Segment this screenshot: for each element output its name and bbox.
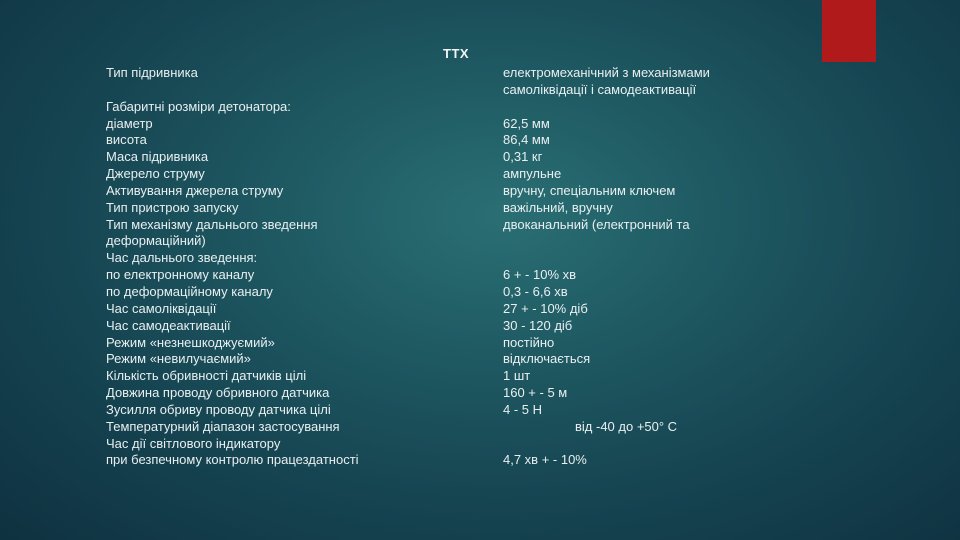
label-line: Довжина проводу обривного датчика	[106, 385, 330, 401]
value-line: від -40 до +50° С	[575, 418, 678, 434]
label-line: Тип підривника	[106, 65, 198, 80]
value-line: 62,5 мм	[503, 115, 550, 131]
label-line: Маса підривника	[106, 149, 209, 165]
label-line: висота	[106, 132, 147, 148]
value-line: двоканальний (електронний та	[503, 216, 690, 232]
value-line: 1 шт	[503, 368, 531, 384]
label-line: по деформаційному каналу	[106, 283, 273, 299]
label-line: Час дії світлового індикатору	[106, 435, 281, 451]
slide-title: ТТХ	[443, 46, 470, 61]
parameter-values-column	[503, 65, 793, 469]
parameter-labels-column	[106, 65, 436, 469]
label-line: Час дальнього зведення:	[106, 250, 258, 266]
label-line: Кількість обривності датчиків цілі	[106, 368, 307, 384]
value-line: електромеханічний з механізмами	[503, 65, 710, 80]
value-line	[503, 250, 793, 267]
label-line	[106, 82, 436, 99]
label-line: Тип механізму дальнього зведення	[106, 216, 318, 232]
value-line: 4,7 хв + - 10%	[503, 452, 587, 468]
value-line: 160 + - 5 м	[503, 385, 568, 401]
label-line: Джерело струму	[106, 166, 205, 182]
value-line: 0,31 кг	[503, 149, 543, 165]
value-line: 30 - 120 діб	[503, 317, 573, 333]
value-line: 27 + - 10% діб	[503, 300, 588, 316]
value-line	[503, 99, 793, 116]
value-line: важільний, вручну	[503, 199, 613, 215]
label-line: Час самодеактивації	[106, 317, 231, 333]
value-line: 86,4 мм	[503, 132, 550, 148]
label-line: Час самоліквідації	[106, 300, 217, 316]
value-line	[503, 233, 793, 250]
label-line: Режим «незнешкоджуємий»	[106, 334, 275, 350]
value-line: 6 + - 10% хв	[503, 267, 577, 283]
label-line: Режим «невилучаємий»	[106, 351, 251, 367]
label-line: Активування джерела струму	[106, 182, 284, 198]
value-line: 4 - 5 Н	[503, 401, 543, 417]
label-line: деформаційний)	[106, 233, 206, 249]
value-line: постійно	[503, 334, 555, 350]
label-line: Габаритні розміри детонатора:	[106, 98, 291, 114]
value-line: ампульне	[503, 166, 562, 182]
value-line: самоліквідації і самодеактивації	[503, 81, 697, 97]
value-line: 0,3 - 6,6 хв	[503, 283, 568, 299]
value-line: відключається	[503, 351, 591, 367]
accent-bar	[822, 0, 876, 62]
label-line: Тип пристрою запуску	[106, 199, 239, 215]
label-line: діаметр	[106, 115, 153, 131]
value-line: вручну, спеціальним ключем	[503, 182, 676, 198]
label-line: Зусилля обриву проводу датчика цілі	[106, 401, 331, 417]
label-line: Температурний діапазон застосування	[106, 418, 340, 434]
label-line: при безпечному контролю працездатності	[106, 452, 359, 468]
value-line	[503, 436, 793, 453]
label-line: по електронному каналу	[106, 267, 255, 283]
